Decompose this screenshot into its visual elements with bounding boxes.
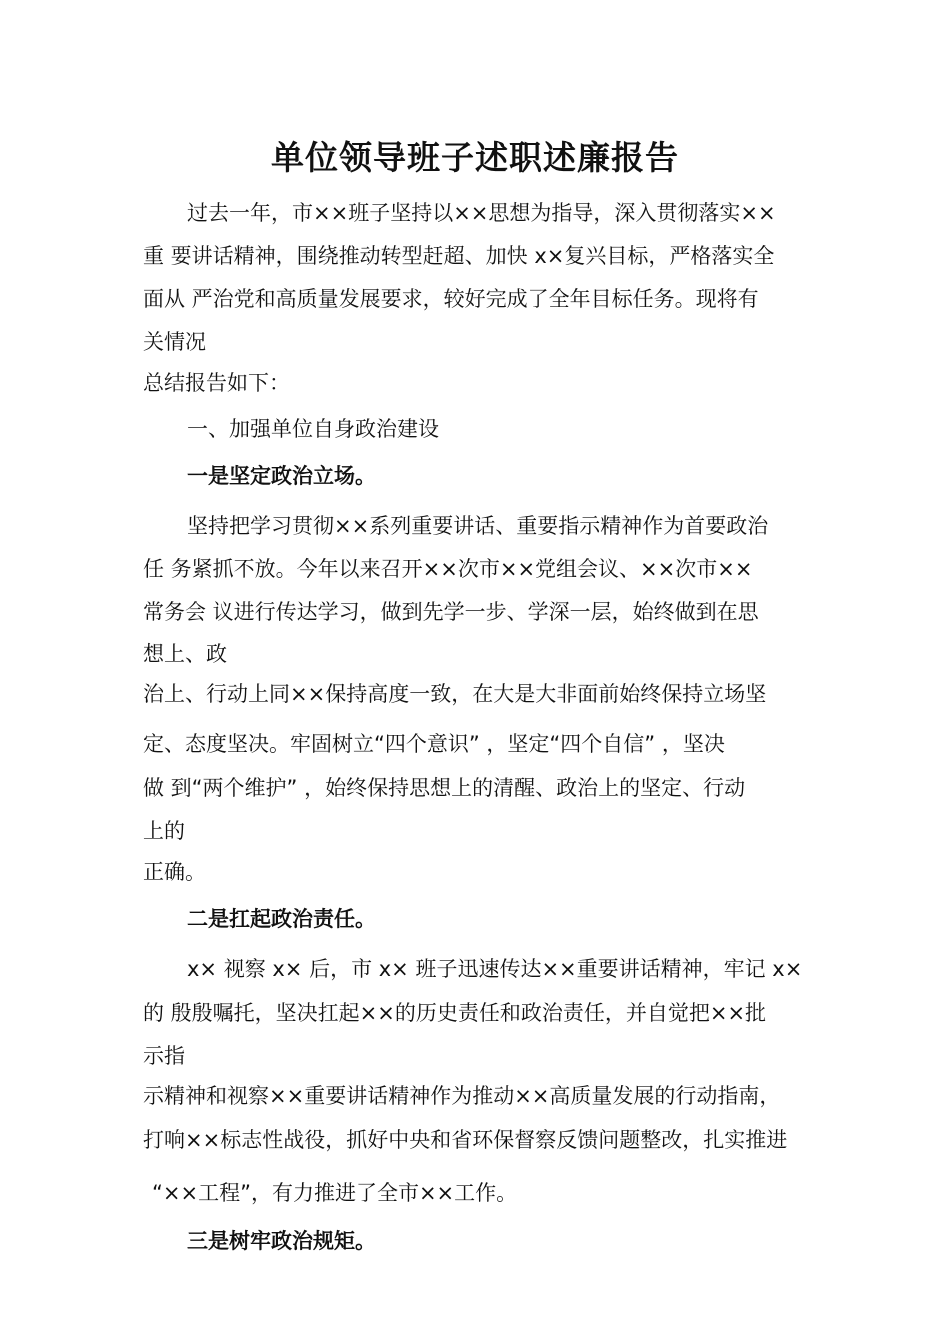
paragraph-line: 治上、行动上同××保持高度一致，在大是大非面前始终保持立场坚	[143, 682, 767, 706]
paragraph-line: 过去一年，市××班子坚持以××思想为指导，深入贯彻落实××	[187, 201, 776, 225]
paragraph-line: 定、态度坚决。牢固树立“四个意识” ，坚定“四个自信” ，坚决	[143, 732, 725, 756]
paragraph-line: 想上、政	[143, 642, 227, 666]
paragraph-line: “××工程”，有力推进了全市××工作。	[152, 1181, 518, 1205]
paragraph-line: 打响××标志性战役，抓好中央和省环保督察反馈问题整改，扎实推进	[143, 1128, 788, 1152]
subsection-heading: 一是坚定政治立场。	[187, 464, 376, 488]
paragraph-line: 的 殷殷嘱托，坚决扛起××的历史责任和政治责任，并自觉把××批	[143, 1001, 767, 1025]
section-heading: 一、加强单位自身政治建设	[187, 417, 439, 441]
document-title: 单位领导班子述职述廉报告	[271, 138, 679, 177]
paragraph-line: 示精神和视察××重要讲话精神作为推动××高质量发展的行动指南，	[143, 1084, 781, 1108]
paragraph-line: 坚持把学习贯彻××系列重要讲话、重要指示精神作为首要政治	[187, 514, 769, 538]
subsection-heading: 三是树牢政治规矩。	[187, 1229, 376, 1253]
paragraph-line: 做 到“两个维护” ，始终保持思想上的清醒、政治上的坚定、行动	[143, 776, 746, 800]
paragraph-line: 上的	[143, 819, 185, 843]
subsection-heading: 二是扛起政治责任。	[187, 907, 376, 931]
paragraph-line: 示指	[143, 1044, 185, 1068]
paragraph-line: 重 要讲话精神，围绕推动转型赶超、加快 x×复兴目标，严格落实全	[143, 244, 775, 268]
paragraph-line: 面从 严治党和高质量发展要求，较好完成了全年目标任务。现将有	[143, 287, 759, 311]
paragraph-line: 总结报告如下：	[143, 371, 290, 395]
paragraph-line: x× 视察 x× 后，市 x× 班子迅速传达××重要讲话精神，牢记 x×	[187, 957, 803, 981]
paragraph-line: 常务会 议进行传达学习，做到先学一步、学深一层，始终做到在思	[143, 600, 759, 624]
paragraph-line: 关情况	[143, 330, 206, 354]
paragraph-line: 正确。	[143, 860, 206, 884]
paragraph-line: 任 务紧抓不放。今年以来召开××次市××党组会议、××次市××	[143, 557, 753, 581]
